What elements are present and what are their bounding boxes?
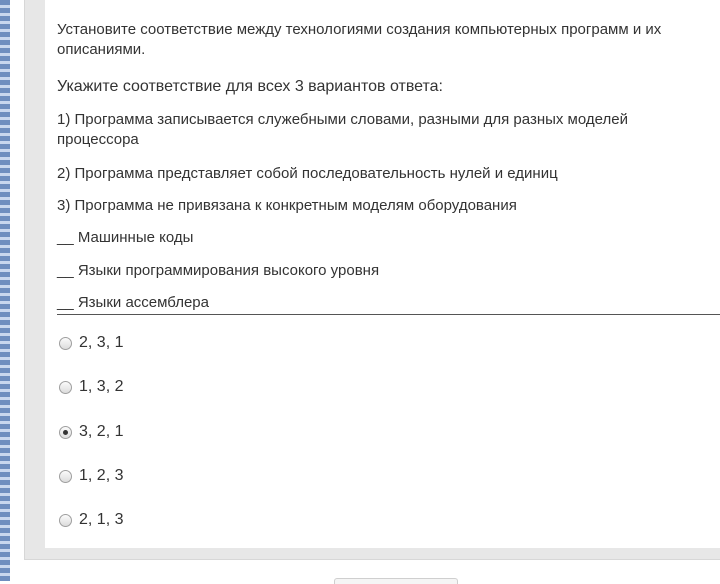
radio-button[interactable] bbox=[59, 337, 72, 350]
question-card bbox=[45, 0, 720, 548]
answer-option[interactable] bbox=[59, 419, 123, 445]
answer-option[interactable] bbox=[59, 330, 123, 356]
answer-option-label: 1, 3, 2 bbox=[79, 378, 124, 395]
radio-button[interactable] bbox=[59, 514, 72, 527]
answer-option[interactable] bbox=[59, 507, 123, 533]
statement-2: 2) Программа представляет собой последовательность нулей и единиц bbox=[57, 165, 558, 182]
question-divider bbox=[57, 314, 720, 315]
answer-option-label: 1, 2, 3 bbox=[79, 467, 124, 484]
match-high-level-languages: __ Языки программирования высокого уровня bbox=[57, 262, 380, 279]
answer-instruction: Укажите соответствие для всех 3 вариантов ответа: bbox=[57, 78, 443, 95]
answer-option-label: 2, 3, 1 bbox=[79, 334, 124, 351]
left-scroll-rail[interactable] bbox=[0, 0, 10, 581]
match-machine-codes: __ Машинные коды bbox=[57, 229, 194, 246]
statement-3: 3) Программа не привязана к конкретным моделям оборудования bbox=[57, 197, 517, 214]
match-assembly-languages: __ Языки ассемблера bbox=[57, 294, 209, 311]
radio-button[interactable] bbox=[59, 470, 72, 483]
radio-button[interactable] bbox=[59, 381, 72, 394]
answer-option[interactable] bbox=[59, 374, 123, 400]
statement-1: 1) Программа записывается служебными словами, разными для разных моделей процессора bbox=[57, 111, 628, 148]
answer-option-label: 3, 2, 1 bbox=[79, 423, 124, 440]
radio-button[interactable] bbox=[59, 426, 72, 439]
answer-option-label: 2, 1, 3 bbox=[79, 511, 124, 528]
partial-bottom-button[interactable] bbox=[334, 578, 458, 584]
answer-option[interactable] bbox=[59, 463, 123, 489]
question-text: Установите соответствие между технологиями создания компьютерных программ и их описаниями. bbox=[57, 21, 662, 58]
